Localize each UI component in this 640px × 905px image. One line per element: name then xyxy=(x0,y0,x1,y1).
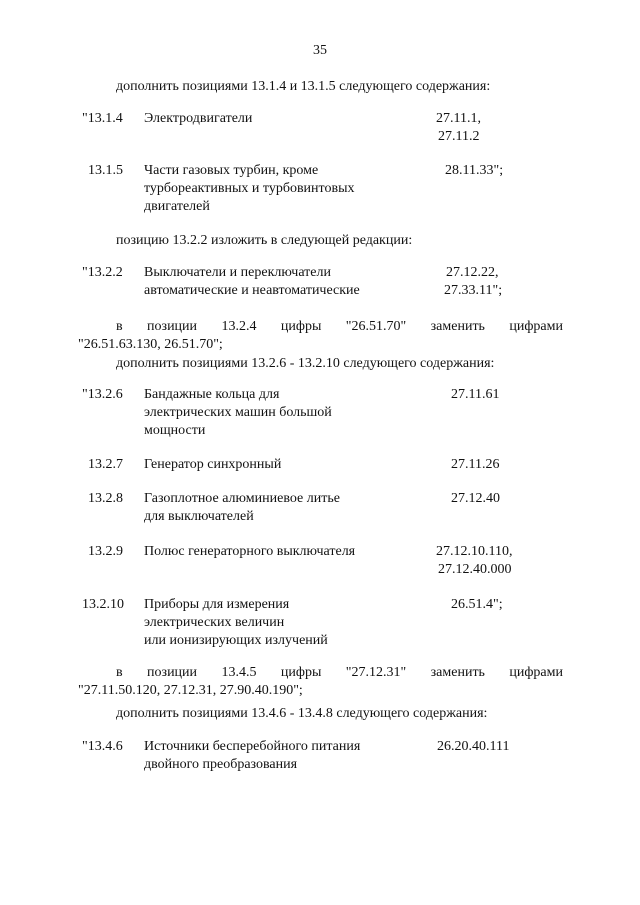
entry-code: 26.20.40.111 xyxy=(437,739,510,754)
page-number: 35 xyxy=(313,43,327,58)
entry-number: 13.2.9 xyxy=(88,544,123,559)
paragraph-word: цифры xyxy=(280,665,322,680)
paragraph-word: 13.4.5 xyxy=(221,665,257,680)
entry-description-line: Полюс генераторного выключателя xyxy=(144,544,356,559)
entry-number: "13.4.6 xyxy=(82,739,123,754)
paragraph-word: цифрами xyxy=(509,319,563,334)
entry-number: "13.2.2 xyxy=(82,265,123,280)
entry-description-line: Электродвигатели xyxy=(144,111,253,126)
entry-description xyxy=(144,162,404,216)
entry-description-line: для выключателей xyxy=(144,509,254,524)
paragraph-word: позиции xyxy=(147,319,198,334)
entry-number: 13.2.10 xyxy=(82,597,124,612)
paragraph-edit-13-2-2: позицию 13.2.2 изложить в следующей редакции: xyxy=(116,233,413,248)
entry-description-line: Выключатели и переключатели xyxy=(144,265,331,280)
entry-description-line: двойного преобразования xyxy=(144,757,298,772)
paragraph-word: заменить xyxy=(430,665,485,680)
paragraph-add-13-1: дополнить позициями 13.1.4 и 13.1.5 следующего содержания: xyxy=(116,79,491,94)
paragraph-continuation: "27.11.50.120, 27.12.31, 27.90.40.190"; xyxy=(78,683,303,698)
entry-description-line: Части газовых турбин, кроме xyxy=(144,163,319,178)
entry-code: 28.11.33"; xyxy=(445,163,504,178)
entry-description xyxy=(144,456,404,474)
paragraph-word: в xyxy=(116,319,123,334)
entry-code: 26.51.4"; xyxy=(451,597,503,612)
entry-description-line: Источники бесперебойного питания xyxy=(144,739,361,754)
paragraph-add-13-2: дополнить позициями 13.2.6 - 13.2.10 следующего содержания: xyxy=(116,356,495,371)
entry-number: 13.1.5 xyxy=(88,163,123,178)
entry-number: 13.2.7 xyxy=(88,457,123,472)
entry-description xyxy=(144,110,404,128)
entry-codes xyxy=(436,110,481,146)
entry-description xyxy=(144,490,404,526)
entry-description xyxy=(144,596,404,650)
entry-codes xyxy=(446,264,502,300)
entry-description xyxy=(144,738,404,774)
entry-code: 27.12.10.110, xyxy=(436,544,513,559)
paragraph-replace-13-2-4 xyxy=(116,318,563,336)
entry-description-line: мощности xyxy=(144,423,206,438)
entry-code: 27.11.2 xyxy=(438,129,480,144)
paragraph-word: в xyxy=(116,665,123,680)
entry-code: 27.12.40.000 xyxy=(438,562,512,577)
entry-description-line: Генератор синхронный xyxy=(144,457,282,472)
entry-number: "13.2.6 xyxy=(82,387,123,402)
paragraph-word: позиции xyxy=(147,665,198,680)
paragraph-replace-13-4-5 xyxy=(116,664,563,682)
paragraph-word: "27.12.31" xyxy=(345,665,407,680)
entry-description-line: Бандажные кольца для xyxy=(144,387,280,402)
entry-description xyxy=(144,543,404,561)
entry-description-line: Приборы для измерения xyxy=(144,597,290,612)
entry-code: 27.11.1, xyxy=(436,111,481,126)
paragraph-continuation: "26.51.63.130, 26.51.70"; xyxy=(78,337,223,352)
entry-description-line: электрических величин xyxy=(144,615,285,630)
entry-code: 27.11.61 xyxy=(451,387,500,402)
paragraph-word: цифры xyxy=(280,319,322,334)
entry-codes xyxy=(451,596,503,614)
entry-description-line: или ионизирующих излучений xyxy=(144,633,328,648)
entry-number: "13.1.4 xyxy=(82,111,123,126)
entry-codes xyxy=(451,386,499,404)
entry-codes xyxy=(451,456,499,474)
entry-description-line: электрических машин большой xyxy=(144,405,332,420)
entry-codes xyxy=(451,490,500,508)
paragraph-word: цифрами xyxy=(509,665,563,680)
entry-description-line: Газоплотное алюминиевое литье xyxy=(144,491,340,506)
entry-number: 13.2.8 xyxy=(88,491,123,506)
paragraph-add-13-4: дополнить позициями 13.4.6 - 13.4.8 следующего содержания: xyxy=(116,706,488,721)
entry-codes xyxy=(436,543,512,579)
paragraph-word: "26.51.70" xyxy=(345,319,407,334)
entry-codes xyxy=(445,162,503,180)
entry-code: 27.12.40 xyxy=(451,491,500,506)
entry-code: 27.33.11"; xyxy=(444,283,503,298)
entry-code: 27.12.22, xyxy=(446,265,499,280)
entry-description-line: турбореактивных и турбовинтовых xyxy=(144,181,355,196)
entry-code: 27.11.26 xyxy=(451,457,500,472)
entry-codes xyxy=(437,738,509,756)
entry-description-line: двигателей xyxy=(144,199,210,214)
paragraph-word: 13.2.4 xyxy=(221,319,257,334)
paragraph-word: заменить xyxy=(430,319,485,334)
entry-description-line: автоматические и неавтоматические xyxy=(144,283,360,298)
entry-description xyxy=(144,386,404,440)
entry-description xyxy=(144,264,404,300)
